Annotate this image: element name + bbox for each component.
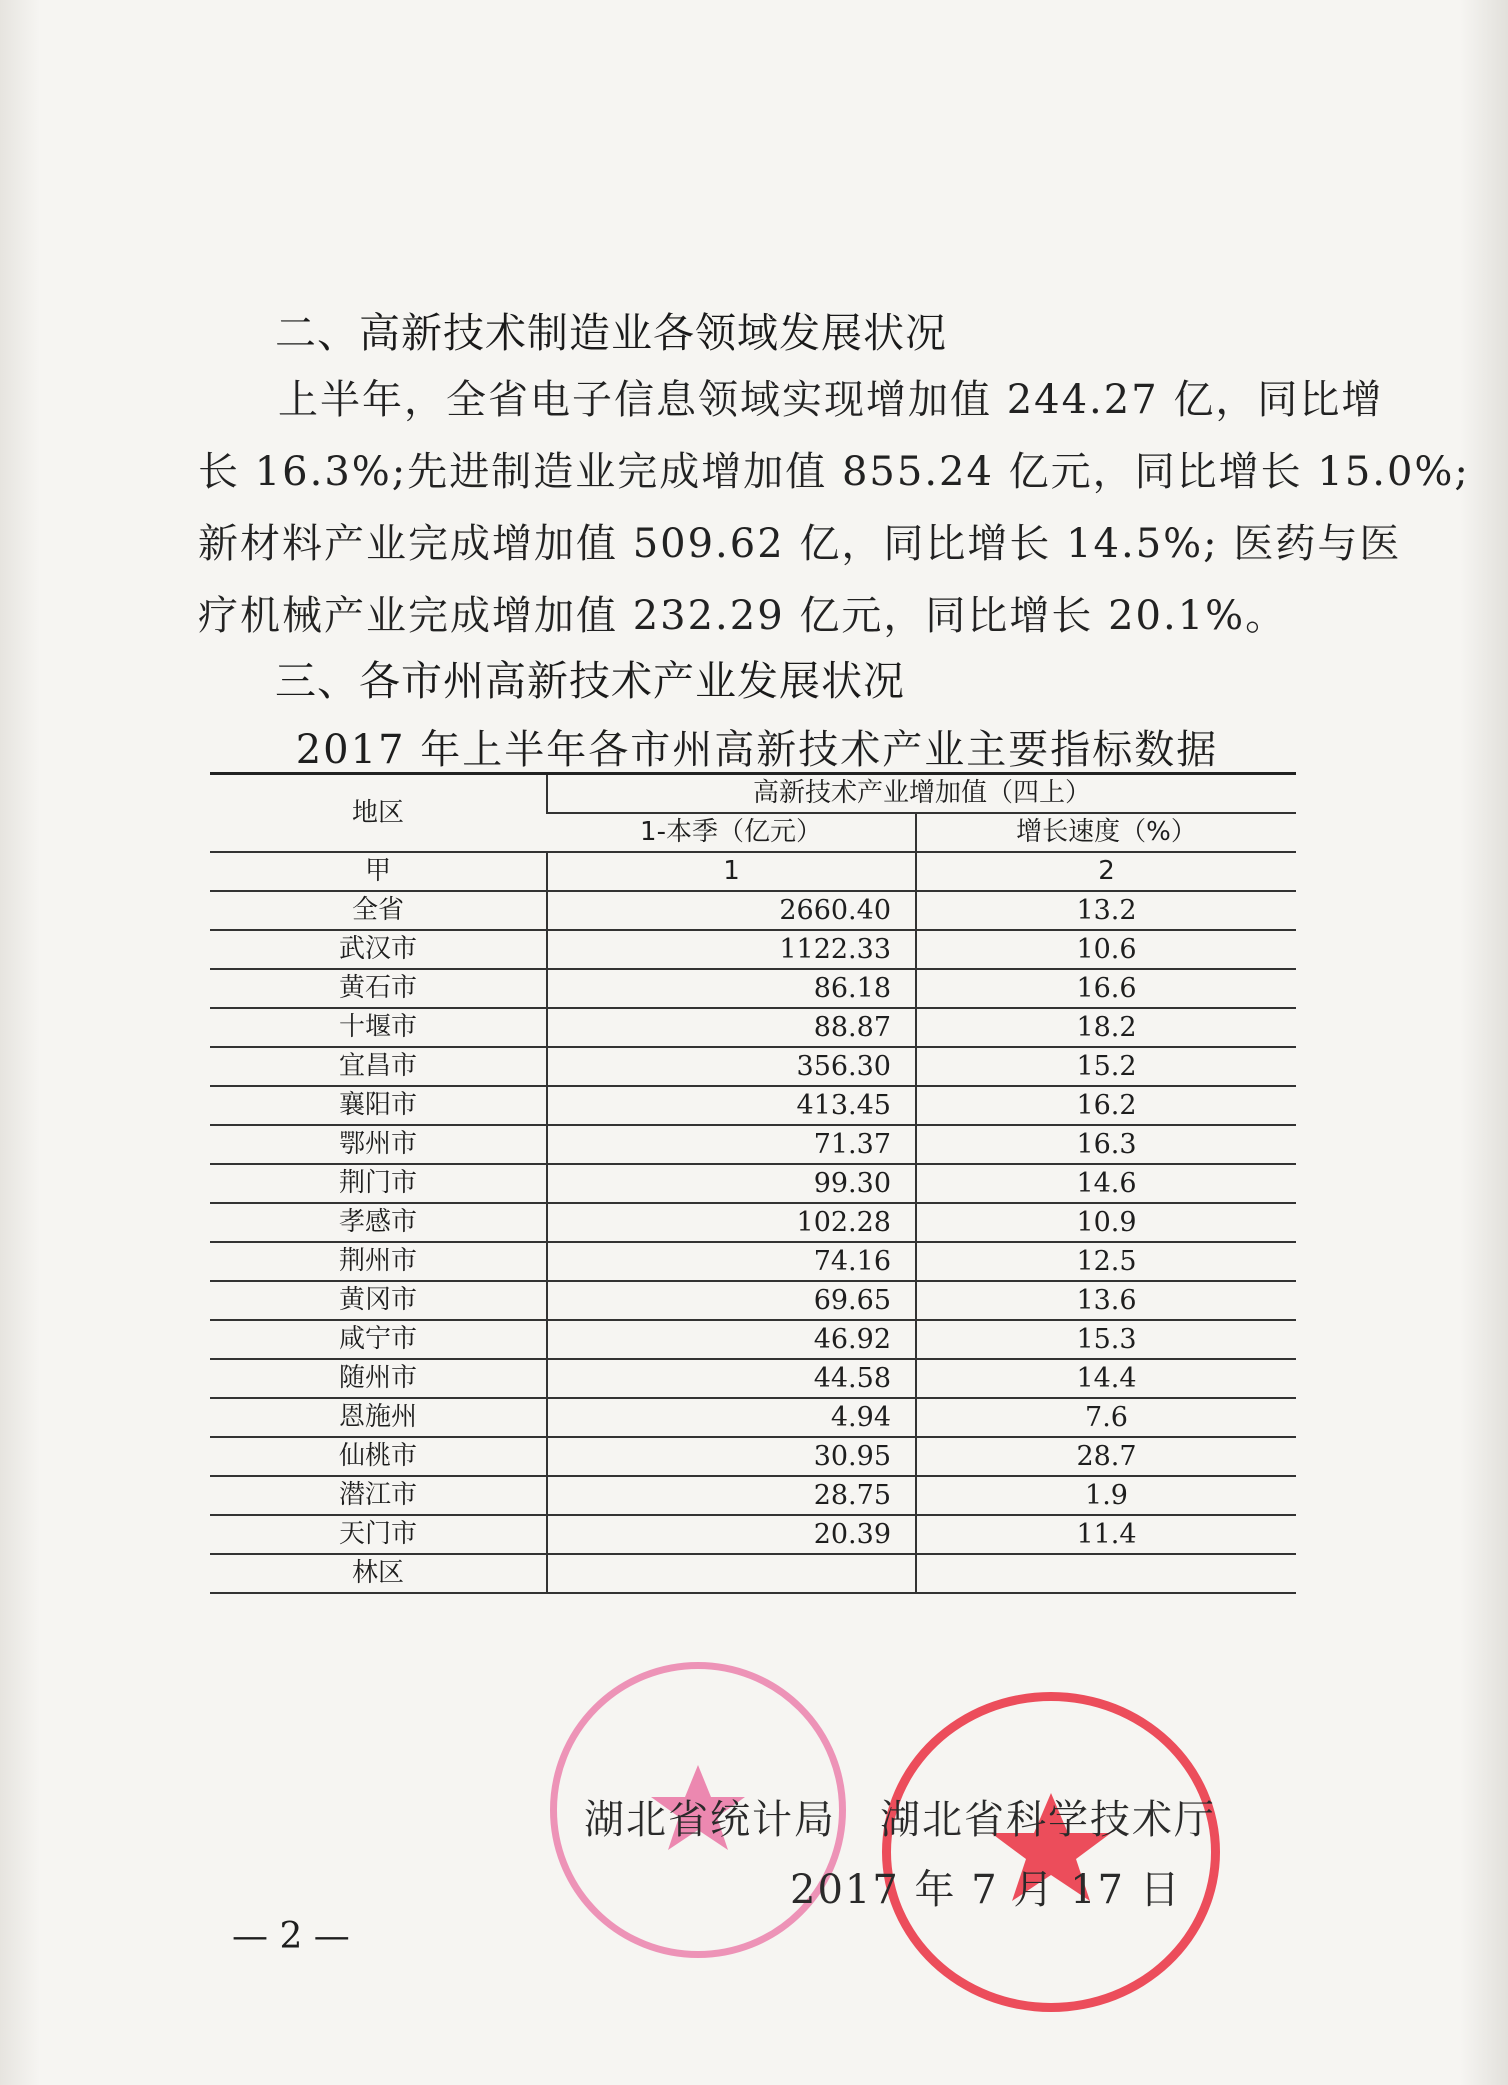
value-cell: 28.75 [547, 1476, 916, 1515]
table-row [210, 1515, 1296, 1554]
growth-cell: 16.2 [916, 1086, 1296, 1125]
value-cell: 2660.40 [547, 891, 916, 930]
seal-star-icon [891, 1701, 1211, 2003]
growth-cell [916, 1554, 1296, 1593]
growth-cell: 14.4 [916, 1359, 1296, 1398]
header-growth: 增长速度（%） [916, 813, 1296, 852]
value-cell: 102.28 [547, 1203, 916, 1242]
table-row [210, 1359, 1296, 1398]
region-cell: 仙桃市 [210, 1437, 547, 1476]
region-cell: 恩施州 [210, 1398, 547, 1437]
table-row [210, 1242, 1296, 1281]
value-cell: 74.16 [547, 1242, 916, 1281]
value-cell: 4.94 [547, 1398, 916, 1437]
growth-cell: 15.3 [916, 1320, 1296, 1359]
section-2-heading: 二、高新技术制造业各领域发展状况 [275, 309, 947, 357]
region-cell: 天门市 [210, 1515, 547, 1554]
region-cell: 襄阳市 [210, 1086, 547, 1125]
value-cell: 71.37 [547, 1125, 916, 1164]
growth-cell: 13.6 [916, 1281, 1296, 1320]
header-region: 地区 [210, 774, 547, 853]
growth-cell: 1.9 [916, 1476, 1296, 1515]
region-cell: 鄂州市 [210, 1125, 547, 1164]
growth-cell: 28.7 [916, 1437, 1296, 1476]
table-row [210, 1320, 1296, 1359]
table-row [210, 1476, 1296, 1515]
paragraph-line: 长 16.3%;先进制造业完成增加值 855.24 亿元，同比增长 15.0%; [198, 449, 1470, 495]
growth-cell: 10.9 [916, 1203, 1296, 1242]
region-cell: 黄石市 [210, 969, 547, 1008]
table-row [210, 1008, 1296, 1047]
growth-cell: 12.5 [916, 1242, 1296, 1281]
table-row [210, 1281, 1296, 1320]
value-cell: 413.45 [547, 1086, 916, 1125]
paragraph-line: 新材料产业完成增加值 509.62 亿，同比增长 14.5%; 医药与医 [198, 521, 1402, 567]
code-region: 甲 [210, 852, 547, 891]
region-cell: 随州市 [210, 1359, 547, 1398]
table-row [210, 1164, 1296, 1203]
indicator-table [210, 772, 1296, 1594]
table-row [210, 969, 1296, 1008]
region-cell: 咸宁市 [210, 1320, 547, 1359]
table-row [210, 1554, 1296, 1593]
region-cell: 十堰市 [210, 1008, 547, 1047]
table-row [210, 1086, 1296, 1125]
table-row [210, 1437, 1296, 1476]
value-cell: 86.18 [547, 969, 916, 1008]
issue-date: 2017 年 7 月 17 日 [790, 1867, 1182, 1913]
table-row [210, 930, 1296, 969]
table-row [210, 1203, 1296, 1242]
value-cell: 30.95 [547, 1437, 916, 1476]
section-3-heading: 三、各市州高新技术产业发展状况 [275, 657, 905, 705]
table-header-row [210, 774, 1296, 814]
page-number: — 2 — [232, 1916, 350, 1957]
region-cell: 潜江市 [210, 1476, 547, 1515]
region-cell: 武汉市 [210, 930, 547, 969]
value-cell: 88.87 [547, 1008, 916, 1047]
table-row [210, 891, 1296, 930]
growth-cell: 14.6 [916, 1164, 1296, 1203]
region-cell: 荆门市 [210, 1164, 547, 1203]
value-cell: 69.65 [547, 1281, 916, 1320]
value-cell: 1122.33 [547, 930, 916, 969]
growth-cell: 11.4 [916, 1515, 1296, 1554]
table-row [210, 1047, 1296, 1086]
region-cell: 全省 [210, 891, 547, 930]
value-cell: 46.92 [547, 1320, 916, 1359]
signer-science-department: 湖北省科学技术厅 [880, 1797, 1216, 1843]
growth-cell: 16.3 [916, 1125, 1296, 1164]
table-title: 2017 年上半年各市州高新技术产业主要指标数据 [295, 727, 1219, 773]
paragraph-line: 上半年，全省电子信息领域实现增加值 244.27 亿，同比增 [278, 377, 1384, 423]
table-row [210, 1398, 1296, 1437]
signer-statistics-bureau: 湖北省统计局 [584, 1797, 836, 1843]
table-row [210, 1125, 1296, 1164]
value-cell: 99.30 [547, 1164, 916, 1203]
science-department-seal [882, 1692, 1220, 2012]
value-cell [547, 1554, 916, 1593]
value-cell: 20.39 [547, 1515, 916, 1554]
growth-cell: 7.6 [916, 1398, 1296, 1437]
table-code-row [210, 852, 1296, 891]
region-cell: 黄冈市 [210, 1281, 547, 1320]
growth-cell: 15.2 [916, 1047, 1296, 1086]
code-growth: 2 [916, 852, 1296, 891]
code-value: 1 [547, 852, 916, 891]
growth-cell: 13.2 [916, 891, 1296, 930]
region-cell: 孝感市 [210, 1203, 547, 1242]
header-value: 1-本季（亿元） [547, 813, 916, 852]
paragraph-line: 疗机械产业完成增加值 232.29 亿元，同比增长 20.1%。 [198, 593, 1288, 639]
growth-cell: 16.6 [916, 969, 1296, 1008]
growth-cell: 10.6 [916, 930, 1296, 969]
value-cell: 356.30 [547, 1047, 916, 1086]
growth-cell: 18.2 [916, 1008, 1296, 1047]
value-cell: 44.58 [547, 1359, 916, 1398]
region-cell: 荆州市 [210, 1242, 547, 1281]
region-cell: 林区 [210, 1554, 547, 1593]
region-cell: 宜昌市 [210, 1047, 547, 1086]
header-group: 高新技术产业增加值（四上） [547, 774, 1296, 814]
section-2-paragraph [198, 364, 1470, 652]
